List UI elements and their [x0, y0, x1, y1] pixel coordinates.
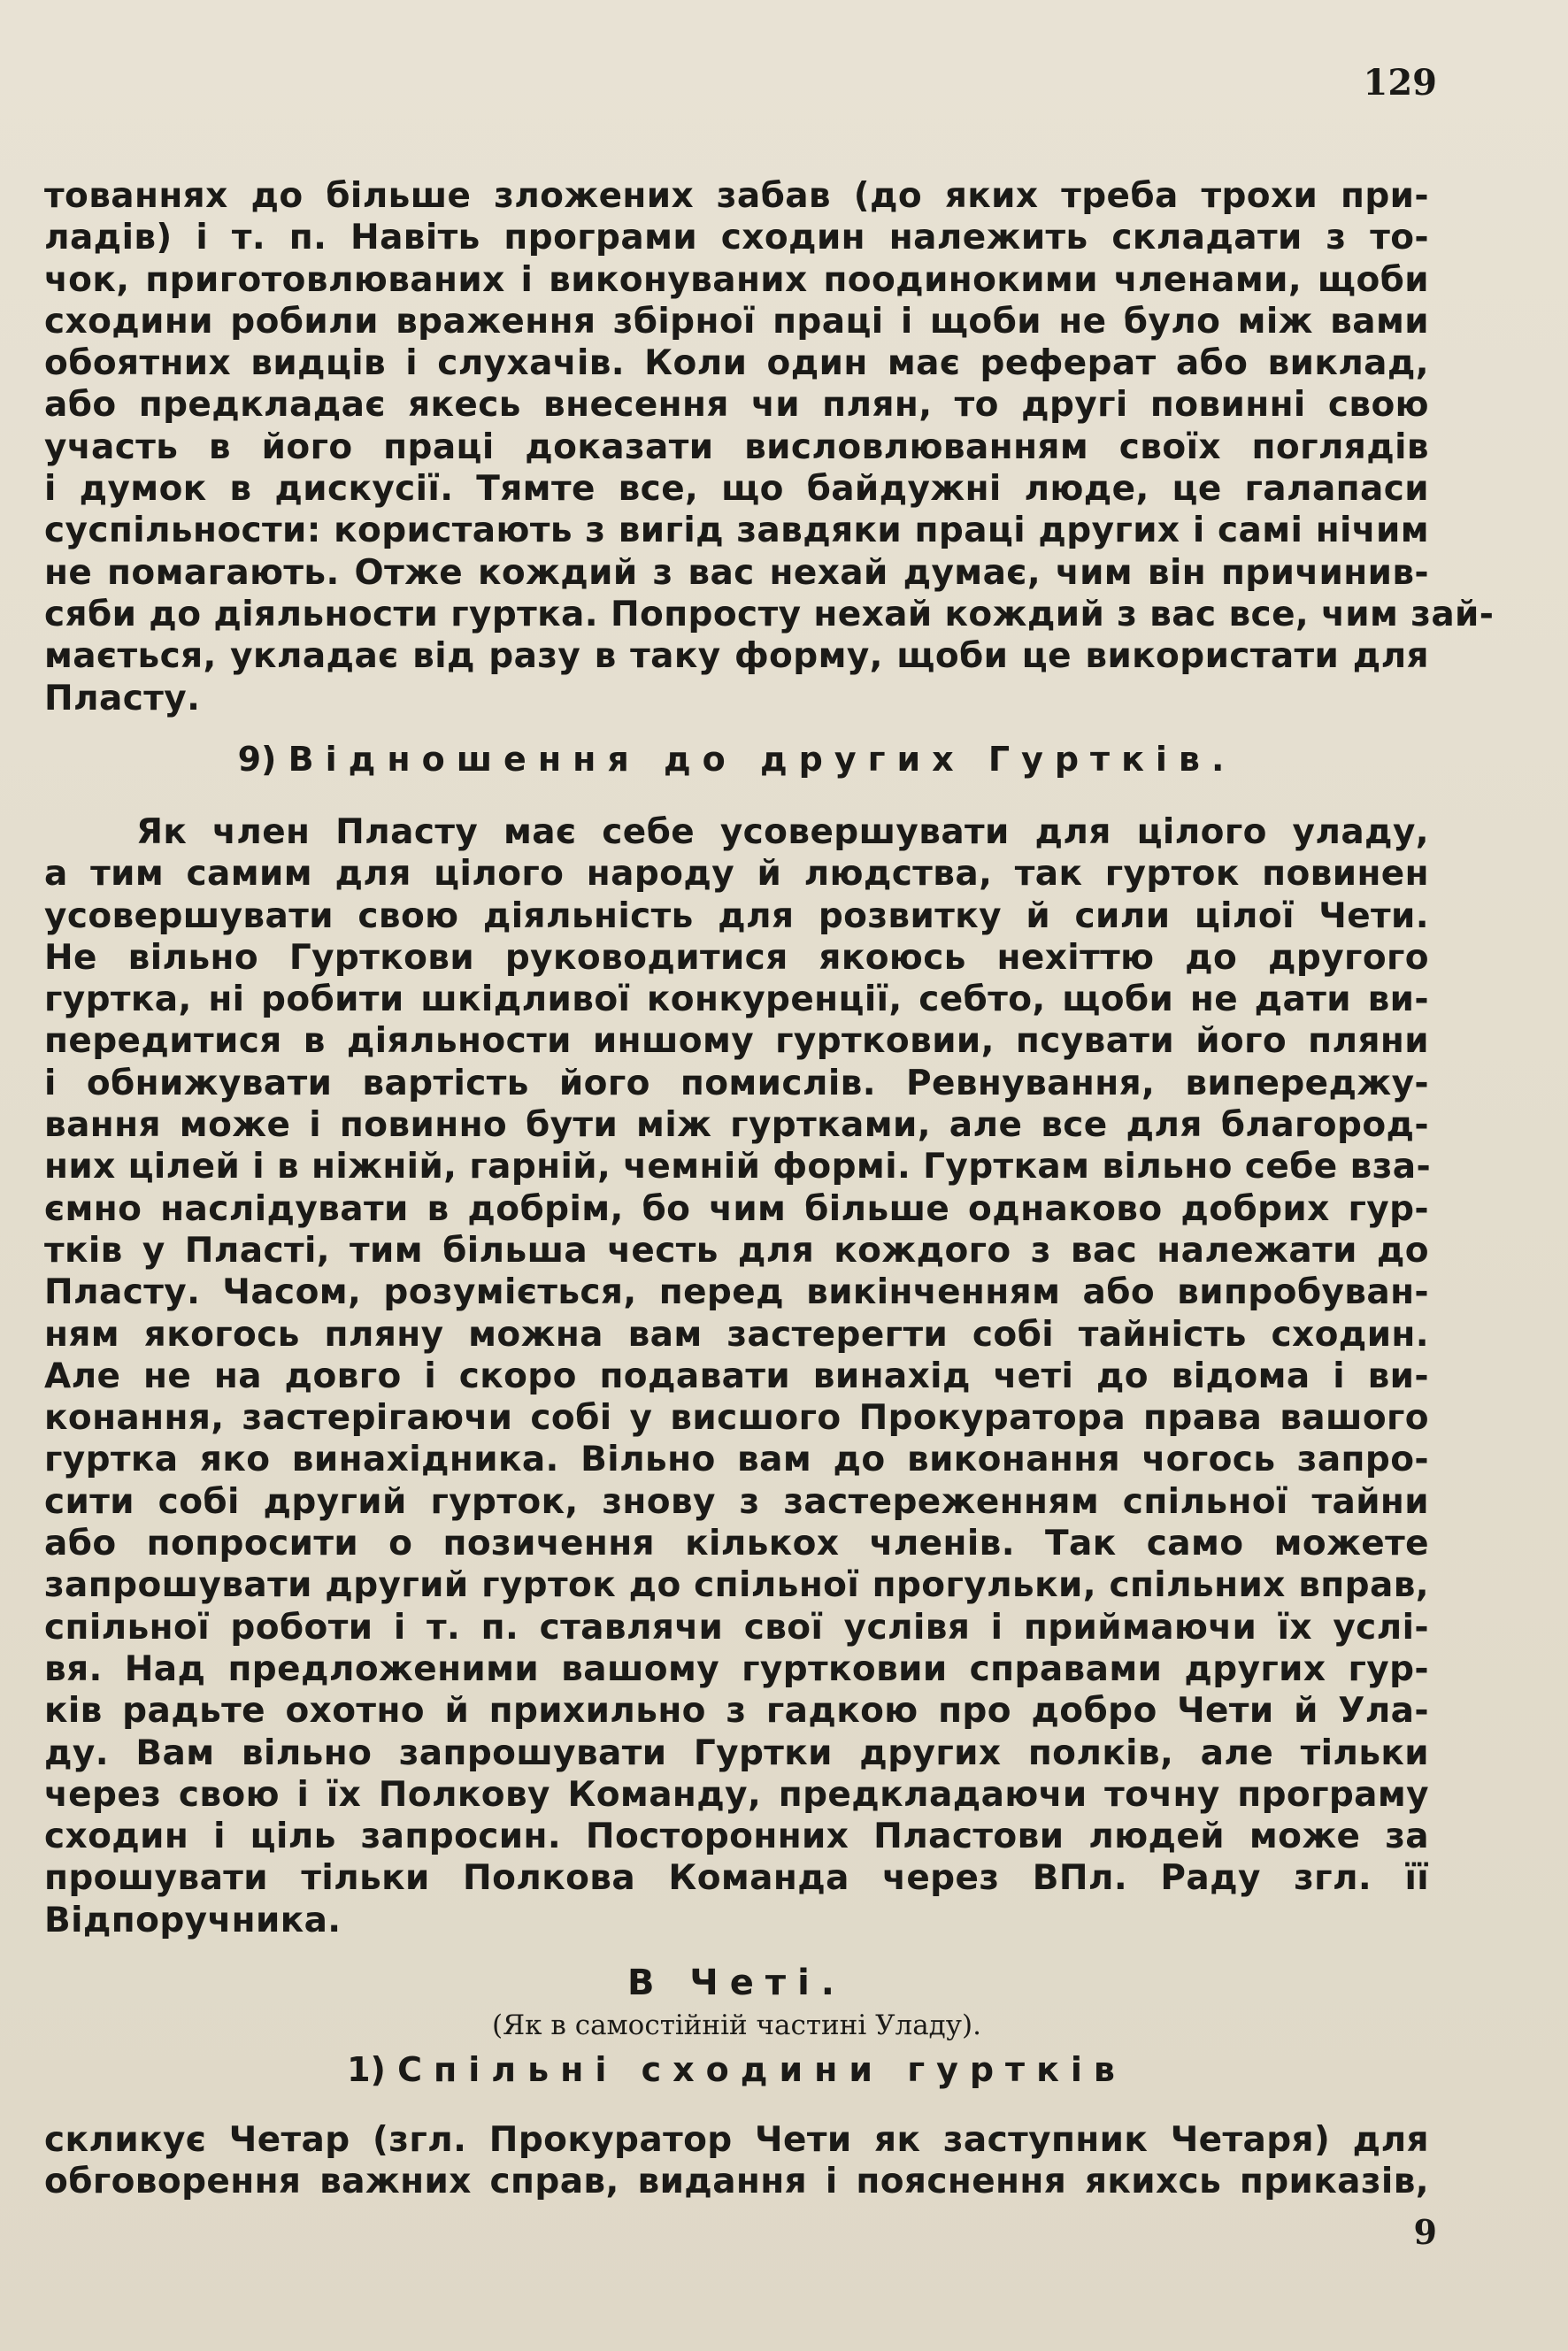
- text-line: обоятних видців і слухачів. Коли один має реферат або виклад,: [44, 343, 1429, 384]
- paragraph-relations: [44, 811, 1432, 1941]
- printer-signature: 9: [1413, 2212, 1437, 2252]
- page-number: 129: [1363, 62, 1437, 104]
- chapter-title: В Четі.: [627, 1963, 846, 2003]
- text-line: вя. Над предложеними вашому гуртковии справами других гур-: [44, 1648, 1429, 1689]
- text-line: сходин і ціль запросин. Посторонних Пластови людей може за: [44, 1817, 1429, 1857]
- subsection-title: Спільні сходини гуртків: [397, 2050, 1126, 2089]
- text-line: чок, приготовлюваних і виконуваних поодинокими членами, щоби: [44, 259, 1429, 300]
- text-line: а тим самим для цілого народу й людства, так гурток повинен: [44, 854, 1429, 895]
- subsection-number: 1): [347, 2050, 386, 2089]
- text-line: гуртка, ні робити шкідливої конкуренції, себто, щоби не дати ви-: [44, 980, 1429, 1020]
- text-line: тків у Пласті, тим більша честь для кождого з вас належати до: [44, 1230, 1429, 1271]
- text-line: ладів) і т. п. Навіть програми сходин належить складати з то-: [44, 218, 1429, 258]
- text-line: гуртка яко винахідника. Вільно вам до виконання чогось запро-: [44, 1440, 1429, 1480]
- text-line: сходини робили враження збірної праці і щоби не було між вами: [44, 301, 1429, 342]
- text-line: обговорення важних справ, видання і пояснення якихсь приказів,: [44, 2162, 1429, 2202]
- text-line: Але не на довго і скоро подавати винахід четі до відома і ви-: [44, 1356, 1429, 1396]
- text-line: передитися в діяльности иншому гуртковии, псувати його пляни: [44, 1021, 1429, 1062]
- text-line: Відпоручника.: [44, 1900, 342, 1940]
- text-line: через свою і їх Полкову Команду, предкладаючи точну програму: [44, 1774, 1429, 1815]
- text-line: запрошувати другий гурток до спільної прогульки, спільних вправ,: [44, 1565, 1429, 1606]
- text-line: ків радьте охотно й прихильно з гадкою про добро Чети й Ула-: [44, 1691, 1429, 1732]
- text-line: ду. Вам вільно запрошувати Гуртки других полків, але тільки: [44, 1733, 1429, 1773]
- text-line: скликує Четар (згл. Прокуратор Чети як заступник Четаря) для: [44, 2120, 1429, 2160]
- chapter-subtitle: (Як в самостійній частині Уладу).: [492, 2009, 981, 2041]
- text-line: прошувати тільки Полкова Команда через ВПл. Раду згл. її: [44, 1858, 1429, 1899]
- text-line: мається, укладає від разу в таку форму, щоби це використати для: [44, 636, 1429, 677]
- text-line: тованнях до більше зложених забав (до яких треба трохи при-: [44, 176, 1429, 216]
- text-line: і обнижувати вартість його помислів. Ревнування, випереджу-: [44, 1063, 1429, 1103]
- text-line: усовершувати свою діяльність для розвитку й сили цілої Чети.: [44, 895, 1429, 936]
- text-line: і думок в дискусії. Тямте все, що байдужні люде, це галапаси: [44, 469, 1429, 510]
- text-line: Пласту.: [44, 678, 201, 718]
- text-line: Як член Пласту має себе усовершувати для цілого уладу,: [136, 812, 1429, 852]
- section-title: Відношення до других Гуртків.: [288, 740, 1236, 779]
- subsection-heading: [44, 2050, 1429, 2089]
- text-line: них цілей і в ніжній, гарній, чемній формі. Гурткам вільно себе вза-: [44, 1147, 1432, 1187]
- section-heading: [44, 740, 1429, 779]
- paragraph-meetings: [44, 2119, 1429, 2203]
- text-line: не помагають. Отже кождий з вас нехай думає, чим він причинив-: [44, 552, 1429, 593]
- text-line: участь в його праці доказати висловлюванням своїх поглядів: [44, 426, 1429, 467]
- text-line: або попросити о позичення кількох членів. Так само можете: [44, 1524, 1429, 1564]
- text-line: вання може і повинно бути між гуртками, але все для благород-: [44, 1105, 1429, 1146]
- text-line: ємно наслідувати в добрім, бо чим більше однаково добрих гур-: [44, 1188, 1429, 1229]
- text-line: ням якогось пляну можна вам застерегти собі тайність сходин.: [44, 1314, 1429, 1355]
- text-line: Не вільно Гурткови руководитися якоюсь нехіттю до другого: [44, 937, 1429, 978]
- text-line: Пласту. Часом, розуміється, перед викінченням або випробуван-: [44, 1272, 1429, 1313]
- text-line: суспільности: користають з вигід завдяки праці других і самі нічим: [44, 511, 1429, 551]
- text-line: сяби до діяльности гуртка. Попросту нехай кождий з вас все, чим зай-: [44, 594, 1495, 634]
- paragraph-continued: [44, 175, 1495, 719]
- section-number: 9): [237, 740, 277, 779]
- chapter-heading: [44, 1963, 1429, 2003]
- text-line: або предкладає якесь внесення чи плян, то другі повинні свою: [44, 385, 1429, 426]
- text-line: сити собі другий гурток, знову з застереженням спільної тайни: [44, 1481, 1429, 1522]
- text-line: спільної роботи і т. п. ставлячи свої услівя і приймаючи їх услі-: [44, 1607, 1429, 1648]
- text-line: конання, застерігаючи собі у висшого Прокуратора права вашого: [44, 1398, 1429, 1439]
